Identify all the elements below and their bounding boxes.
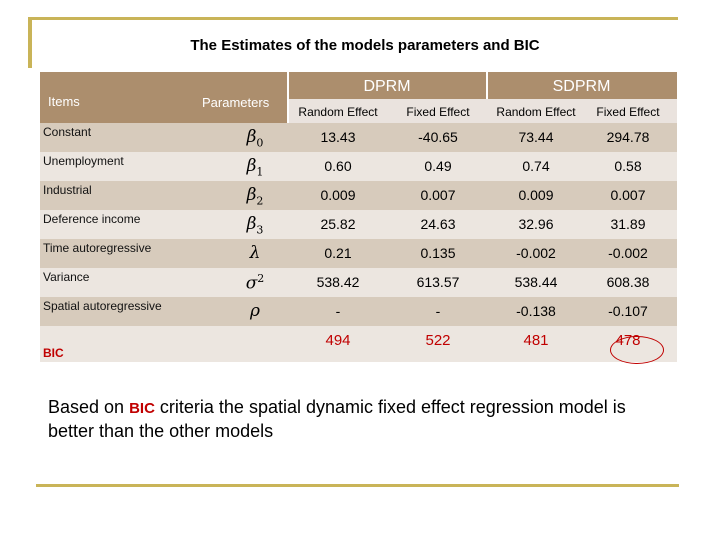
parameter-subscript: 3	[256, 223, 264, 237]
estimate-value: 73.44	[518, 129, 554, 145]
estimate-value: 0.21	[324, 245, 352, 261]
estimate-value: 0.49	[424, 158, 452, 174]
table-row	[40, 210, 677, 239]
estimate-value: 24.63	[420, 216, 456, 232]
estimate-value: 0.135	[420, 245, 456, 261]
estimate-value: -0.138	[516, 303, 556, 319]
table-title: The Estimates of the models parameters and BIC	[190, 37, 540, 54]
parameter-letter: ρ	[250, 301, 260, 321]
estimate-value: 538.42	[316, 274, 360, 290]
estimate-value: 0.009	[320, 187, 356, 203]
parameter-symbol	[230, 301, 280, 321]
header-items: Items	[48, 94, 80, 109]
table-row	[40, 152, 677, 181]
subheader-random-effect: Random Effect	[298, 105, 378, 119]
parameter-letter: σ	[245, 273, 258, 294]
divider	[486, 72, 488, 99]
parameter-symbol	[230, 272, 280, 294]
parameter-letter: β	[246, 156, 257, 176]
bic-value: 522	[425, 332, 451, 349]
bic-value: 478	[615, 332, 641, 349]
estimate-value: 13.43	[320, 129, 356, 145]
parameter-symbol	[230, 214, 280, 236]
subheader-random-effect: Random Effect	[496, 105, 576, 119]
subheader-fixed-effect: Fixed Effect	[406, 105, 470, 119]
row-label: Constant	[43, 125, 92, 139]
bic-value: 494	[325, 332, 351, 349]
estimate-value: 608.38	[606, 274, 650, 290]
estimate-value: -40.65	[418, 129, 458, 145]
parameter-subscript: 1	[256, 165, 264, 179]
estimate-value: 0.007	[420, 187, 456, 203]
conclusion-after: criteria the spatial dynamic fixed effect regression model is better than the other models	[48, 397, 626, 441]
row-label: Variance	[43, 270, 90, 284]
parameter-letter: β	[246, 127, 257, 147]
row-label: Spatial autoregressive	[43, 299, 162, 313]
estimate-value: 0.60	[324, 158, 352, 174]
estimate-value: -0.002	[608, 245, 648, 261]
estimate-value: 0.74	[522, 158, 550, 174]
row-label: Unemployment	[43, 154, 124, 168]
parameter-superscript: 2	[257, 272, 265, 285]
estimate-value: 538.44	[514, 274, 558, 290]
conclusion-text	[48, 396, 668, 442]
parameter-letter: λ	[249, 243, 261, 263]
header-parameters: Parameters	[202, 95, 270, 110]
estimates-table	[40, 72, 677, 362]
best-bic-highlight-ellipse	[610, 336, 664, 364]
row-label: Industrial	[43, 183, 92, 197]
table-row	[40, 239, 677, 268]
conclusion-bic: BIC	[129, 400, 155, 417]
parameter-symbol	[230, 243, 280, 263]
table-row	[40, 268, 677, 297]
parameter-letter: β	[246, 185, 257, 205]
estimate-value: 0.009	[518, 187, 554, 203]
table-row	[40, 181, 677, 210]
table-row	[40, 297, 677, 326]
frame-top-line	[28, 17, 678, 20]
estimate-value: 25.82	[320, 216, 356, 232]
frame-bottom-line	[36, 484, 679, 487]
estimate-value: 613.57	[416, 274, 460, 290]
parameter-symbol	[230, 156, 280, 178]
estimate-value: -0.107	[608, 303, 648, 319]
parameter-subscript: 0	[256, 136, 264, 150]
row-label: BIC	[43, 346, 64, 360]
estimate-value: -	[335, 303, 341, 319]
header-group-dprm: DPRM	[363, 78, 411, 95]
header-group-sdprm: SDPRM	[552, 78, 611, 95]
conclusion-before: Based on	[48, 397, 130, 417]
parameter-symbol	[230, 127, 280, 149]
parameter-subscript: 2	[256, 194, 264, 208]
table-row	[40, 326, 677, 362]
estimate-value: 294.78	[606, 129, 650, 145]
estimate-value: 31.89	[610, 216, 646, 232]
row-label: Deference income	[43, 212, 141, 226]
estimate-value: 0.007	[610, 187, 646, 203]
subheader-fixed-effect: Fixed Effect	[596, 105, 660, 119]
table-row	[40, 123, 677, 152]
estimate-value: -	[435, 303, 441, 319]
bic-value: 481	[523, 332, 549, 349]
parameter-symbol	[230, 185, 280, 207]
estimate-value: 32.96	[518, 216, 554, 232]
estimate-value: -0.002	[516, 245, 556, 261]
row-label: Time autoregressive	[43, 241, 152, 255]
estimate-value: 0.58	[614, 158, 642, 174]
parameter-letter: β	[246, 214, 257, 234]
